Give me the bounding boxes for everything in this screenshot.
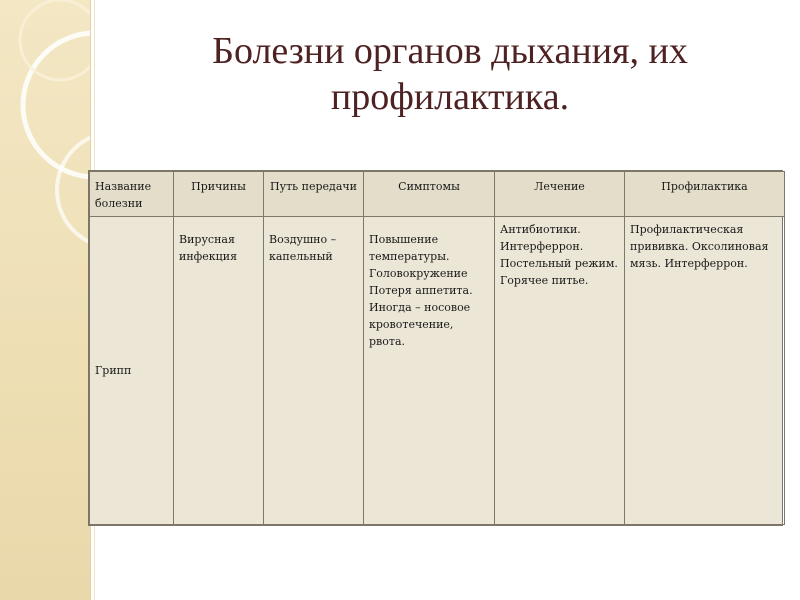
table-header-row bbox=[90, 172, 785, 217]
cell-transmission: Воздушно – капельный bbox=[264, 217, 364, 525]
table-row bbox=[90, 217, 785, 525]
cell-symptoms: Повышение температуры. Головокружение Потеря аппетита. Иногда – носовое кровотечение, рвота. bbox=[364, 217, 495, 525]
page-title: Болезни органов дыхания, их профилактика. bbox=[212, 30, 688, 118]
disease-table bbox=[89, 171, 785, 525]
cell-causes: Вирусная инфекция bbox=[174, 217, 264, 525]
cell-disease: Грипп bbox=[90, 217, 174, 525]
header-causes: Причины bbox=[174, 172, 264, 217]
decorative-circles-icon bbox=[0, 0, 90, 600]
header-prevention: Профилактика bbox=[625, 172, 785, 217]
header-disease-name: Название болезни bbox=[90, 172, 174, 217]
header-symptoms: Симптомы bbox=[364, 172, 495, 217]
cell-treatment: Антибиотики. Интерферрон. Постельный режим. Горячее питье. bbox=[495, 217, 625, 525]
disease-table-container bbox=[88, 170, 783, 526]
header-transmission: Путь передачи bbox=[264, 172, 364, 217]
cell-prevention: Профилактическая прививка. Оксолиновая мязь. Интерферрон. bbox=[625, 217, 785, 525]
header-treatment: Лечение bbox=[495, 172, 625, 217]
decorative-side-band bbox=[0, 0, 90, 600]
